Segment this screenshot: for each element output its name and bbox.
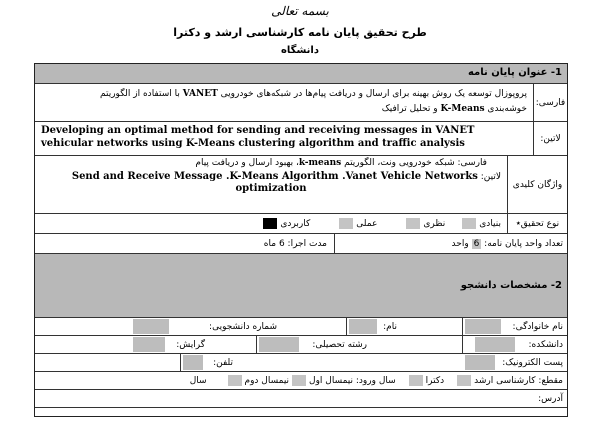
type-theoretical-label: نظری (423, 218, 446, 229)
row-contact (35, 354, 567, 372)
first-name-label: نام: (383, 321, 397, 332)
field-of-study-label: رشته تحصیلی: (312, 339, 367, 350)
address-label: آدرس: (538, 393, 563, 404)
student-number-label: شماره دانشجویی: (209, 321, 277, 332)
phd-checkbox[interactable] (409, 375, 423, 386)
phone-input[interactable] (183, 355, 203, 370)
phone-label: تلفن: (213, 357, 233, 368)
persian-title-label: فارسی: (533, 84, 567, 121)
section-student-info-heading: 2- مشخصات دانشجو (35, 254, 567, 318)
type-applied-checkbox[interactable] (263, 218, 277, 229)
research-type-label: نوع تحقیق٭ (507, 214, 567, 233)
email-label: پست الکترونیک: (502, 357, 563, 368)
faculty-label: دانشکده: (528, 339, 563, 350)
type-fundamental-checkbox[interactable] (462, 218, 476, 229)
faculty-input[interactable] (475, 337, 515, 352)
row-units-duration (35, 234, 567, 254)
type-practical-label: عملی (356, 218, 378, 229)
row-research-type (35, 214, 567, 234)
keywords-label: واژگان کلیدی (507, 156, 567, 213)
row-level (35, 372, 567, 390)
entry-semester1-label: سال ورود: نیمسال اول (309, 375, 396, 386)
email-input[interactable] (465, 355, 495, 370)
semester2-checkbox[interactable] (228, 375, 242, 386)
family-name-input[interactable] (465, 319, 501, 334)
level-label: مقطع: (538, 375, 563, 386)
msc-checkbox[interactable] (457, 375, 471, 386)
keywords-value: فارسی: شبکه خودرویی ونت، الگوریتم k-means، بهبود ارسال و دریافت پیام لاتین: Send and Receive Message .K-Means Algorithm .Vanet Vehicle Networks optimization (71, 158, 501, 194)
persian-title-value: پروپوزال توسعه یک روش بهینه برای ارسال و دریافت پیام‌ها در شبکه‌های خودرویی VANET با استفاده از الگوریتم خوشه‌بندی K-Means و تحلیل ترافیک (99, 89, 527, 114)
orientation-input[interactable] (133, 337, 165, 352)
research-type-options (35, 214, 507, 233)
first-name-input[interactable] (349, 319, 377, 334)
semester2-label: نیمسال دوم (244, 375, 290, 386)
type-fundamental-label: بنیادی (479, 218, 501, 229)
row-keywords (35, 156, 567, 214)
row-faculty (35, 336, 567, 354)
bismillah-heading: بسمه تعالی (271, 4, 329, 18)
phd-label: دکترا (425, 375, 445, 386)
level-options (190, 372, 563, 389)
document-title: طرح تحقیق پایان نامه کارشناسی ارشد و دکترا (173, 26, 427, 39)
latin-title-value: Developing an optimal method for sending and receiving messages in VANET vehicular networks using K-Means clustering algorithm and traffic analysis (41, 125, 475, 149)
row-name (35, 318, 567, 336)
latin-title-label: لاتین: (533, 122, 567, 155)
proposal-form (34, 63, 568, 417)
semester1-checkbox[interactable] (292, 375, 306, 386)
duration-field: مدت اجرا: 6 ماه (263, 238, 327, 249)
type-practical-checkbox[interactable] (339, 218, 353, 229)
orientation-label: گرایش: (176, 339, 205, 350)
type-applied-label: کاربردی (280, 218, 311, 229)
units-field: تعداد واحد پایان نامه: 6 واحد (451, 238, 563, 249)
field-of-study-input[interactable] (259, 337, 299, 352)
type-theoretical-checkbox[interactable] (406, 218, 420, 229)
msc-label: کارشناسی ارشد (474, 375, 536, 386)
row-address (35, 390, 567, 408)
row-persian-title (35, 84, 567, 122)
year-label: سال (189, 375, 207, 386)
row-latin-title (35, 122, 567, 156)
student-number-input[interactable] (133, 319, 169, 334)
family-name-label: نام خانوادگی: (512, 321, 563, 332)
section-thesis-title-heading: 1- عنوان پایان نامه (35, 64, 567, 84)
university-label: دانشگاه (281, 45, 319, 56)
